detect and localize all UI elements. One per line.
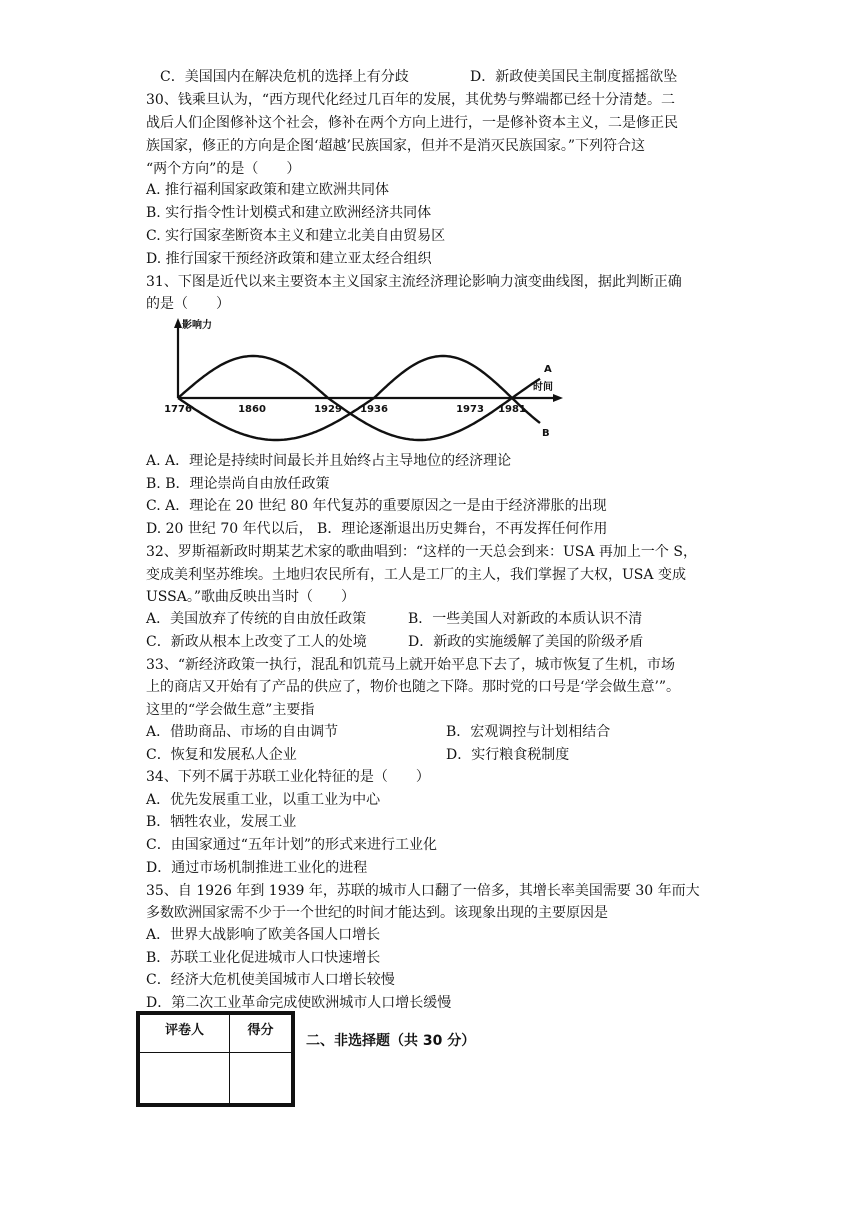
score-cell[interactable] xyxy=(229,1053,291,1104)
x-tick-label: 1860 xyxy=(238,404,266,415)
q34-option-b: B．牺牲农业，发展工业 xyxy=(146,814,297,830)
q35-option-a: A．世界大战影响了欧美各国人口增长 xyxy=(146,927,381,943)
q32-option-d: D．新政的实施缓解了美国的阶级矛盾 xyxy=(408,634,644,650)
grader-header: 评卷人 xyxy=(140,1015,230,1053)
q30-stem-line-3: 族国家，修正的方向是企图‘超越’民族国家，但并不是消灭民族国家。”下列符合这 xyxy=(146,138,646,154)
score-header: 得分 xyxy=(229,1015,291,1053)
q32-option-c: C．新政从根本上改变了工人的处境 xyxy=(146,634,367,650)
q30-option-d: D. 推行国家干预经济政策和建立亚太经合组织 xyxy=(146,251,432,267)
q32-stem-line-3: USSA。”歌曲反映出当时（ ） xyxy=(146,589,356,605)
q31-option-c: C. A．理论在 20 世纪 80 年代复苏的重要原因之一是由于经济滞胀的出现 xyxy=(146,498,607,514)
q34-option-c: C．由国家通过“五年计划”的形式来进行工业化 xyxy=(146,837,438,853)
q31-option-d: D. 20 世纪 70 年代以后， B．理论逐渐退出历史舞台，不再发挥任何作用 xyxy=(146,521,608,537)
influence-curve-chart xyxy=(140,312,570,444)
grader-cell[interactable] xyxy=(140,1053,230,1104)
q35-stem-line-2: 多数欧洲国家需不少于一个世纪的时间才能达到。该现象出现的主要原因是 xyxy=(146,905,608,921)
q34-option-d: D．通过市场机制推进工业化的进程 xyxy=(146,860,368,876)
q33-stem-line-1: 33、“新经济政策一执行，混乱和饥荒马上就开始平息下去了，城市恢复了生机，市场 xyxy=(146,657,675,673)
q30-stem-line-4: “两个方向”的是（ ） xyxy=(146,161,301,177)
q32-stem-line-2: 变成美利坚苏维埃。土地归农民所有，工人是工厂的主人，我们掌握了大权，USA 变成 xyxy=(146,567,686,583)
option-c: C．美国国内在解决危机的选择上有分歧 xyxy=(160,69,409,85)
q31-option-b: B. B．理论崇尚自由放任政策 xyxy=(146,476,330,492)
q30-stem-line-1: 30、钱乘旦认为，“西方现代化经过几百年的发展，其优势与弊端都已经十分清楚。二 xyxy=(146,92,675,108)
q30-stem-line-2: 战后人们企图修补这个社会，修补在两个方向上进行，一是修补资本主义，二是修正民 xyxy=(146,115,678,131)
q31-stem-line-2: 的是（ ） xyxy=(146,296,230,312)
q35-option-b: B．苏联工业化促进城市人口快速增长 xyxy=(146,950,381,966)
option-d: D．新政使美国民主制度摇摇欲坠 xyxy=(470,69,678,85)
q30-option-a: A. 推行福利国家政策和建立欧洲共同体 xyxy=(146,182,390,198)
x-axis-arrow xyxy=(553,394,563,402)
x-tick-label: 1973 xyxy=(456,404,484,415)
x-axis-label: 时间 xyxy=(533,382,553,393)
x-tick-label: 1936 xyxy=(360,404,388,415)
q32-stem-line-1: 32、罗斯福新政时期某艺术家的歌曲唱到：“这样的一天总会到来：USA 再加上一个 S， xyxy=(146,544,697,560)
q31-option-a: A. A．理论是持续时间最长并且始终占主导地位的经济理论 xyxy=(146,453,512,469)
q35-option-d: D．第二次工业革命完成使欧洲城市人口增长缓慢 xyxy=(146,995,452,1011)
q33-option-a: A．借助商品、市场的自由调节 xyxy=(146,724,339,740)
q30-option-b: B. 实行指令性计划模式和建立欧洲经济共同体 xyxy=(146,205,432,221)
y-axis-arrow xyxy=(174,318,182,328)
q35-option-c: C．经济大危机使美国城市人口增长较慢 xyxy=(146,972,395,988)
grading-table xyxy=(136,1011,295,1107)
q33-option-b: B．宏观调控与计划相结合 xyxy=(446,724,611,740)
q32-option-b: B．一些美国人对新政的本质认识不清 xyxy=(408,611,643,627)
q33-option-d: D．实行粮食税制度 xyxy=(446,747,570,763)
q34-option-a: A．优先发展重工业，以重工业为中心 xyxy=(146,792,381,808)
x-tick-label: 1981 xyxy=(498,404,526,415)
x-tick-label: 1929 xyxy=(314,404,342,415)
section-2-title: 二、非选择题（共 30 分） xyxy=(306,1033,476,1049)
q33-stem-line-2: 上的商店又开始有了产品的供应了，物价也随之下降。那时党的口号是‘学会做生意’”。 xyxy=(146,679,681,695)
q32-option-a: A．美国放弃了传统的自由放任政策 xyxy=(146,611,367,627)
y-axis-label: 影响力 xyxy=(182,320,212,331)
series-a-label: A xyxy=(544,364,552,375)
q34-stem: 34、下列不属于苏联工业化特征的是（ ） xyxy=(146,769,430,785)
chart-labels xyxy=(164,318,553,439)
series-b-label: B xyxy=(542,428,550,439)
q30-option-c: C. 实行国家垄断资本主义和建立北美自由贸易区 xyxy=(146,228,446,244)
q35-stem-line-1: 35、自 1926 年到 1939 年，苏联的城市人口翻了一倍多，其增长率美国需要 30 年而大 xyxy=(146,883,700,899)
q31-stem-line-1: 31、下图是近代以来主要资本主义国家主流经济理论影响力演变曲线图，据此判断正确 xyxy=(146,274,682,290)
q33-stem-line-3: 这里的“学会做生意”主要指 xyxy=(146,702,315,718)
x-tick-label: 1776 xyxy=(164,404,192,415)
q33-option-c: C．恢复和发展私人企业 xyxy=(146,747,297,763)
